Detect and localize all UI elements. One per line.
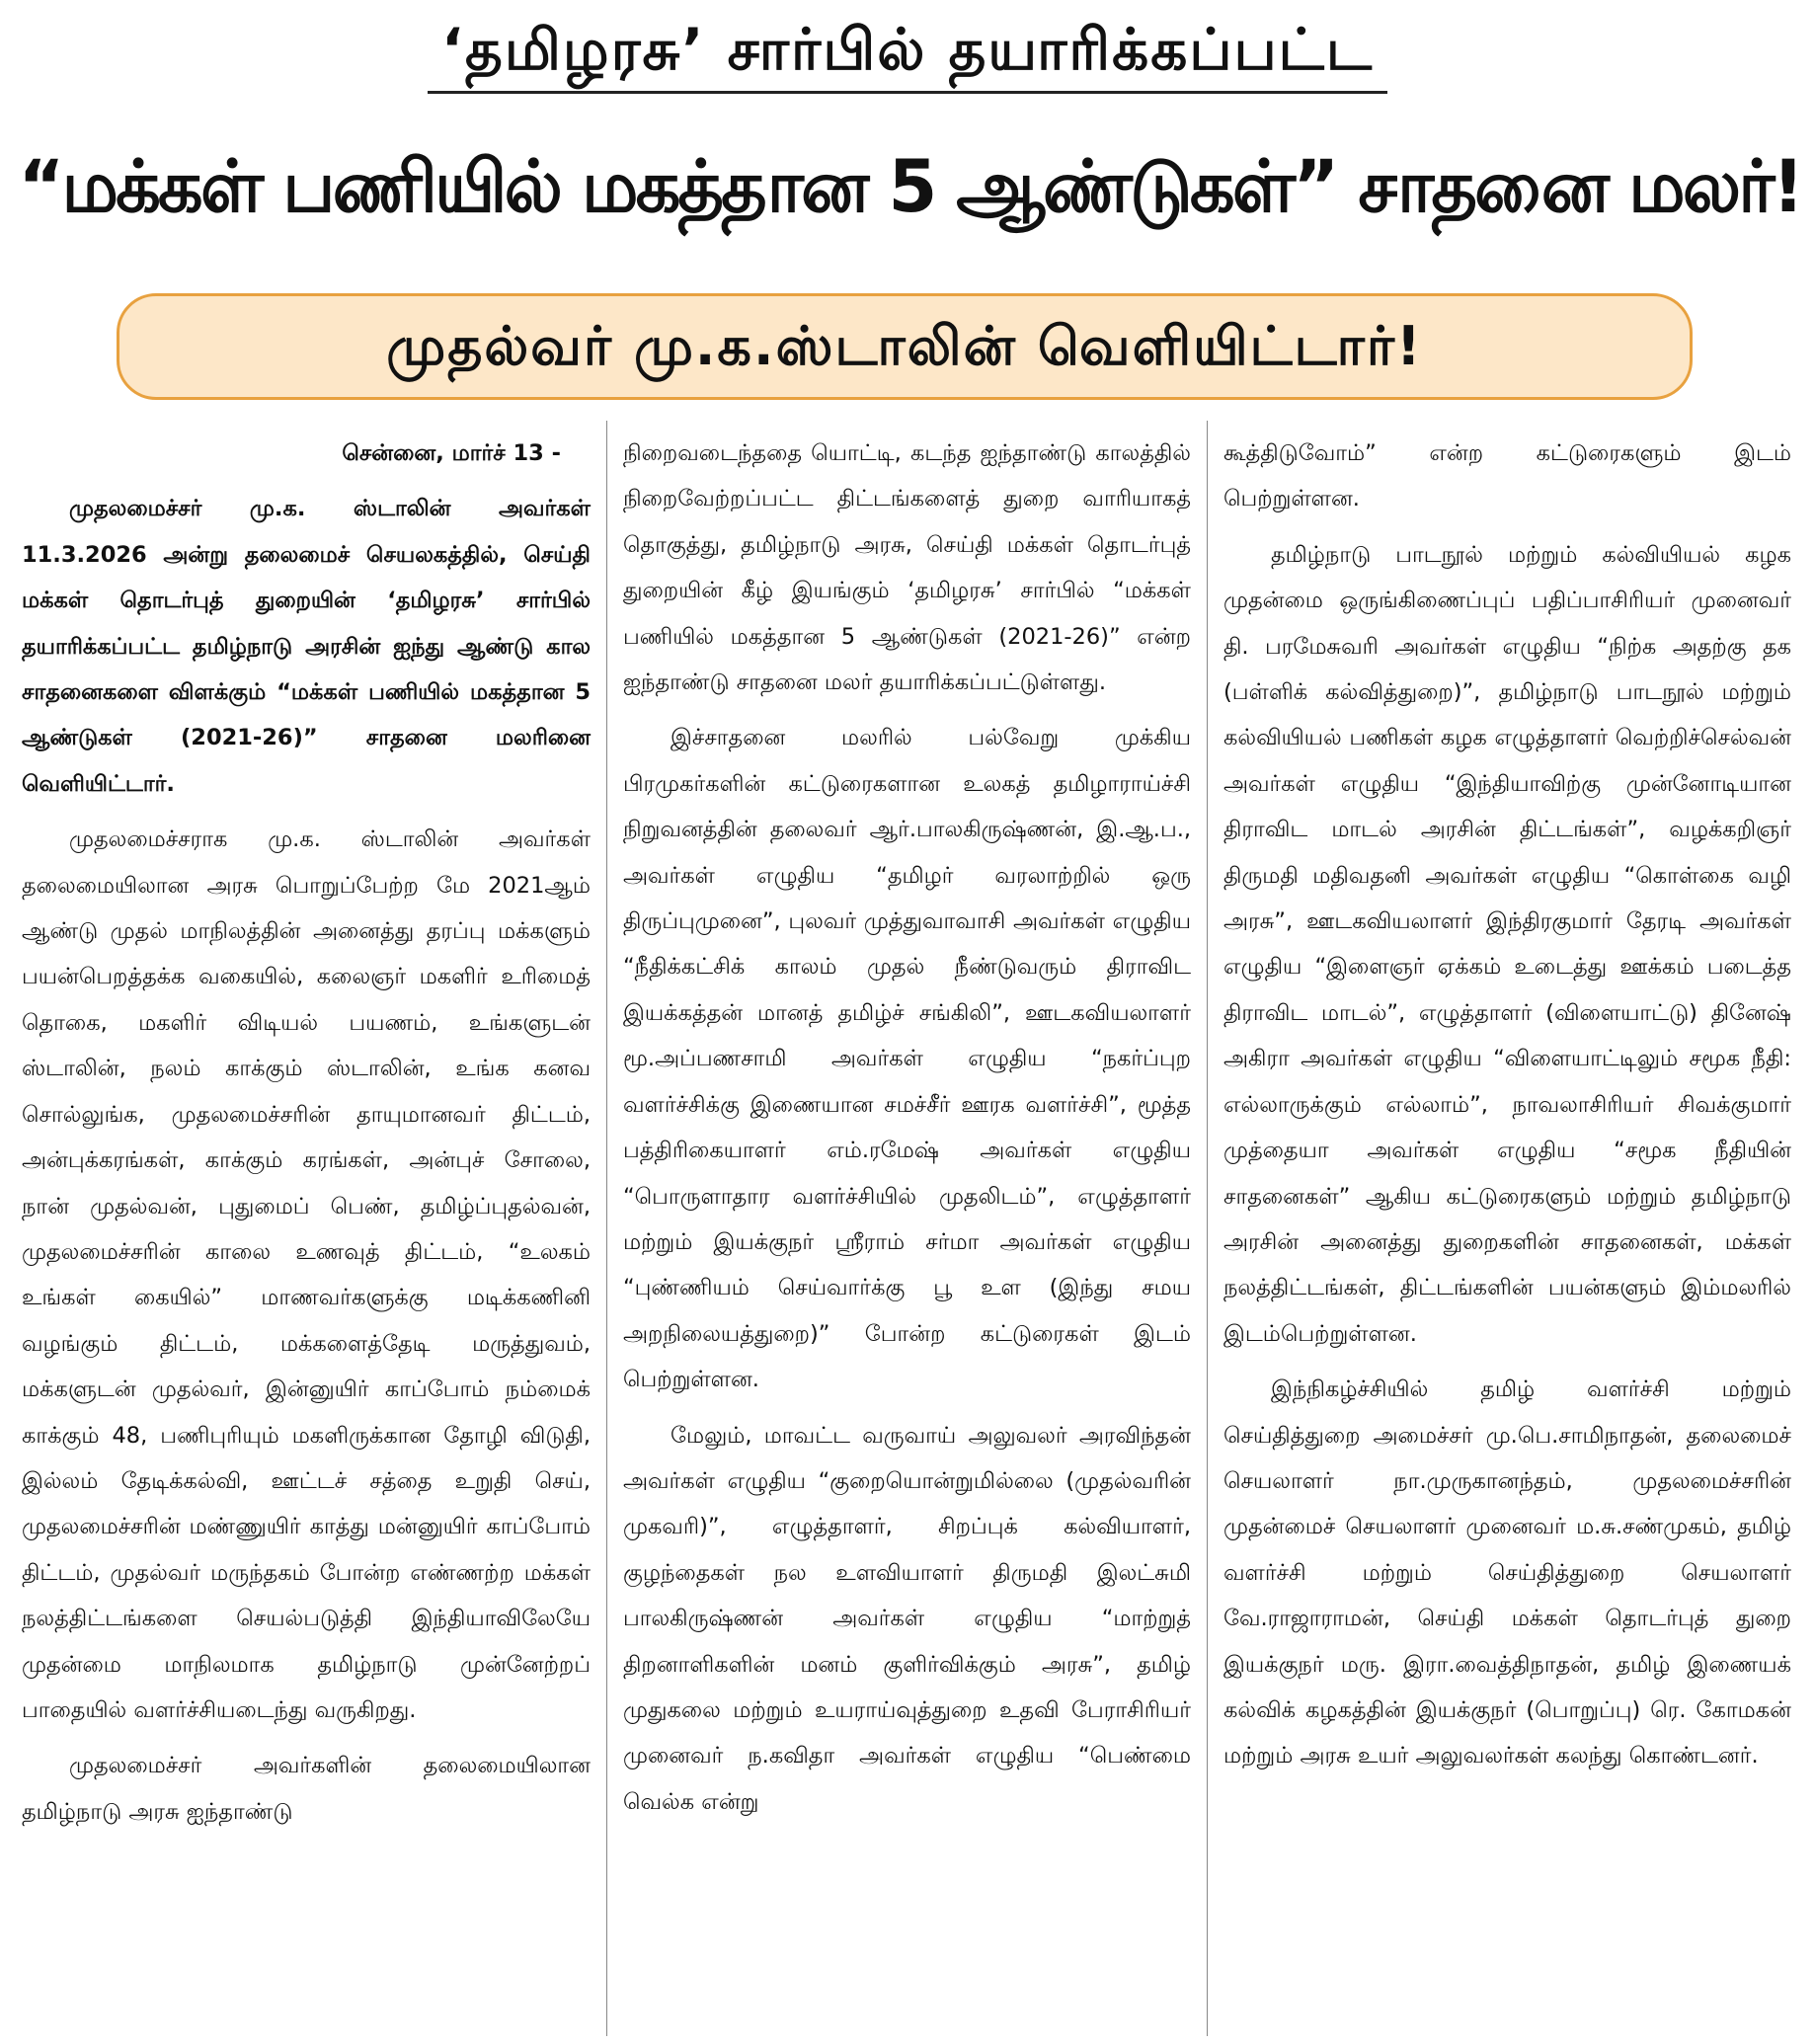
dateline: சென்னை, மார்ச் 13 - <box>342 440 561 466</box>
article-column-3 <box>1207 421 1807 2036</box>
paragraph: இச்சாதனை மலரில் பல்வேறு முக்கிய பிரமுகர்களின் கட்டுரைகளான உலகத் தமிழாராய்ச்சி நிறுவனத்தின் தலைவர் ஆர்.பாலகிருஷ்ணன், இ.ஆ.ப., அவர்கள் எழுதிய “தமிழர் வரலாற்றில் ஒரு திருப்புமுனை”, புலவர் முத்துவாவாசி அவர்கள் எழுதிய “நீதிக்கட்சிக் காலம் முதல் நீண்டுவரும் திராவிட இயக்கத்தன் மானத் தமிழ்ச் சங்கிலி”, ஊடகவியலாளர் மூ.அப்பணசாமி அவர்கள் எழுதிய “நகர்ப்புற வளர்ச்சிக்கு இணையான சமச்சீர் ஊரக வளர்ச்சி”, மூத்த பத்திரிகையாளர் எம்.ரமேஷ் அவர்கள் எழுதிய “பொருளாதார வளர்ச்சியில் முதலிடம்”, எழுத்தாளர் மற்றும் இயக்குநர் ஸ்ரீராம் சர்மா அவர்கள் எழுதிய “புண்ணியம் செய்வார்க்கு பூ உள (இந்து சமய அறநிலையத்துறை)” போன்ற கட்டுரைகள் இடம் பெற்றுள்ளன. <box>623 725 1191 1393</box>
paragraph: நிறைவடைந்ததை யொட்டி, கடந்த ஐந்தாண்டு காலத்தில் நிறைவேற்றப்பட்ட திட்டங்களைத் துறை வாரியாகத் தொகுத்து, தமிழ்நாடு அரசு, செய்தி மக்கள் தொடர்புத் துறையின் கீழ் இயங்கும் ‘தமிழரசு’ சார்பில் “மக்கள் பணியில் மகத்தான 5 ஆண்டுகள் (2021-26)” என்ற ஐந்தாண்டு சாதனை மலர் தயாரிக்கப்பட்டுள்ளது. <box>623 440 1191 696</box>
headline: “மக்கள் பணியில் மகத்தான 5 ஆண்டுகள்” சாதனை மலர்! <box>18 145 1802 229</box>
paragraph: இந்நிகழ்ச்சியில் தமிழ் வளர்ச்சி மற்றும் செய்தித்துறை அமைச்சர் மு.பெ.சாமிநாதன், தலைமைச் செயலாளர் நா.முருகானந்தம், முதலமைச்சரின் முதன்மைச் செயலாளர் முனைவர் ம.சு.சண்முகம், தமிழ் வளர்ச்சி மற்றும் செய்தித்துறை செயலாளர் வே.ராஜாராமன், செய்தி மக்கள் தொடர்புத் துறை இயக்குநர் மரு. இரா.வைத்திநாதன், தமிழ் இணையக் கல்விக் கழகத்தின் இயக்குநர் (பொறுப்பு) ரெ. கோமகன் மற்றும் அரசு உயர் அலுவலர்கள் கலந்து கொண்டனர். <box>1223 1376 1791 1769</box>
article-column-2 <box>606 421 1207 2036</box>
banner-text: முதல்வர் மு.க.ஸ்டாலின் வெளியிட்டார்! <box>386 315 1423 377</box>
article-column-1 <box>6 421 606 2036</box>
kicker-text: ‘தமிழரசு’ சார்பில் தயாரிக்கப்பட்ட <box>428 8 1387 94</box>
paragraph: தமிழ்நாடு பாடநூல் மற்றும் கல்வியியல் கழக முதன்மை ஒருங்கிணைப்புப் பதிப்பாசிரியர் முனைவர் தி. பரமேசுவரி அவர்கள் எழுதிய “நிற்க அதற்கு தக (பள்ளிக் கல்வித்துறை)”, தமிழ்நாடு பாடநூல் மற்றும் கல்வியியல் பணிகள் கழக எழுத்தாளர் வெற்றிச்செல்வன் அவர்கள் எழுதிய “இந்தியாவிற்கு முன்னோடியான திராவிட மாடல் அரசின் திட்டங்கள்”, வழக்கறிஞர் திருமதி மதிவதனி அவர்கள் எழுதிய “கொள்கை வழி அரசு”, ஊடகவியலாளர் இந்திரகுமார் தேரடி அவர்கள் எழுதிய “இளைஞர் ஏக்கம் உடைத்து ஊக்கம் படைத்த திராவிட மாடல்”, எழுத்தாளர் (விளையாட்டு) தினேஷ் அகிரா அவர்கள் எழுதிய “விளையாட்டிலும் சமூக நீதி: எல்லாருக்கும் எல்லாம்”, நாவலாசிரியர் சிவக்குமார் முத்தையா அவர்கள் எழுதிய “சமூக நீதியின் சாதனைகள்” ஆகிய கட்டுரைகளும் மற்றும் தமிழ்நாடு அரசின் அனைத்து துறைகளின் சாதனைகள், மக்கள் நலத்திட்டங்கள், திட்டங்களின் பயன்களும் இம்மலரில் இடம்பெற்றுள்ளன. <box>1223 541 1791 1347</box>
kicker-line <box>0 8 1815 94</box>
article-body <box>6 421 1809 2036</box>
paragraph: முதலமைச்சர் அவர்களின் தலைமையிலான தமிழ்நாடு அரசு ஐந்தாண்டு <box>22 1753 591 1825</box>
lead-paragraph: முதலமைச்சர் மு.க. ஸ்டாலின் அவர்கள் 11.3.2026 அன்று தலைமைச் செயலகத்தில், செய்தி மக்கள் தொடர்புத் துறையின் ‘தமிழரசு’ சார்பில் தயாரிக்கப்பட்ட தமிழ்நாடு அரசின் ஐந்து ஆண்டு கால சாதனைகளை விளக்கும் “மக்கள் பணியில் மகத்தான 5 ஆண்டுகள் (2021-26)” சாதனை மலரினை வெளியிட்டார். <box>22 496 591 797</box>
paragraph: மேலும், மாவட்ட வருவாய் அலுவலர் அரவிந்தன் அவர்கள் எழுதிய “குறையொன்றுமில்லை (முதல்வரின் முகவரி)”, எழுத்தாளர், சிறப்புக் கல்வியாளர், குழந்தைகள் நல உளவியாளர் திருமதி இலட்சுமி பாலகிருஷ்ணன் அவர்கள் எழுதிய “மாற்றுத் திறனாளிகளின் மனம் குளிர்விக்கும் அரசு”, தமிழ் முதுகலை மற்றும் உயராய்வுத்துறை உதவி பேராசிரியர் முனைவர் ந.கவிதா அவர்கள் எழுதிய “பெண்மை வெல்க என்று <box>623 1422 1191 1815</box>
paragraph: முதலமைச்சராக மு.க. ஸ்டாலின் அவர்கள் தலைமையிலான அரசு பொறுப்பேற்ற மே 2021ஆம் ஆண்டு முதல் மாநிலத்தின் அனைத்து தரப்பு மக்களும் பயன்பெறத்தக்க வகையில், கலைஞர் மகளிர் உரிமைத் தொகை, மகளிர் விடியல் பயணம், உங்களுடன் ஸ்டாலின், நலம் காக்கும் ஸ்டாலின், உங்க கனவ சொல்லுங்க, முதலமைச்சரின் தாயுமானவர் திட்டம், அன்புக்கரங்கள், காக்கும் கரங்கள், அன்புச் சோலை, நான் முதல்வன், புதுமைப் பெண், தமிழ்ப்புதல்வன், முதலமைச்சரின் காலை உணவுத் திட்டம், “உலகம் உங்கள் கையில்” மாணவர்களுக்கு மடிக்கணினி வழங்கும் திட்டம், மக்களைத்தேடி மருத்துவம், மக்களுடன் முதல்வர், இன்னுயிர் காப்போம் நம்மைக் காக்கும் 48, பணிபுரியும் மகளிருக்கான தோழி விடுதி, இல்லம் தேடிக்கல்வி, ஊட்டச் சத்தை உறுதி செய், முதலமைச்சரின் மண்ணுயிர் காத்து மன்னுயிர் காப்போம் திட்டம், முதல்வர் மருந்தகம் போன்ற எண்ணற்ற மக்கள் நலத்திட்டங்களை செயல்படுத்தி இந்தியாவிலேயே முதன்மை மாநிலமாக தமிழ்நாடு முன்னேற்றப் பாதையில் வளர்ச்சியடைந்து வருகிறது. <box>22 826 591 1723</box>
banner <box>117 293 1693 400</box>
paragraph: கூத்திடுவோம்” என்ற கட்டுரைகளும் இடம் பெற்றுள்ளன. <box>1223 440 1791 512</box>
